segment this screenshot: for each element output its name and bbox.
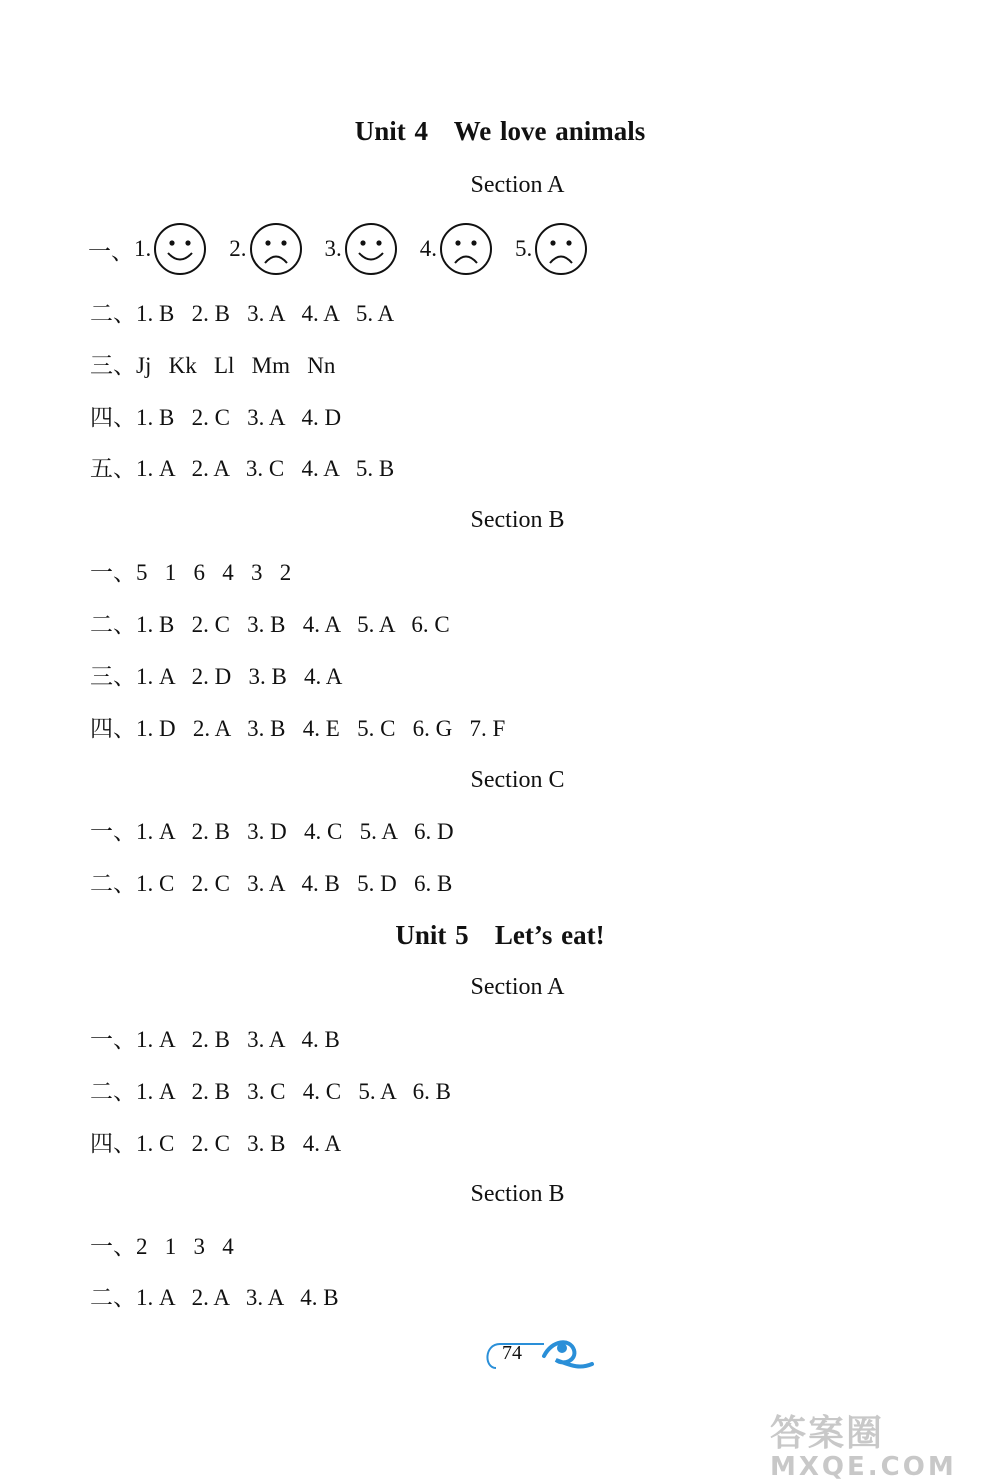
- u4c-line-1: 一、1. A 2. B 3. D 4. C 5. A 6. D: [90, 819, 454, 844]
- smiley-face-icon: [344, 222, 398, 276]
- u4b-line-4: 四、1. D 2. A 3. B 4. E 5. C 6. G 7. F: [90, 716, 506, 741]
- face-answer-label: 2.: [229, 236, 247, 261]
- unit-5-section-a-heading: Section A: [470, 974, 565, 1000]
- u4b-line-1: 一、5 1 6 4 3 2: [90, 560, 292, 585]
- u4c-line-2: 二、1. C 2. C 3. A 4. B 5. D 6. B: [90, 871, 453, 896]
- page-number-badge: [482, 1334, 602, 1374]
- unit-4-section-c-heading: Section C: [470, 767, 565, 793]
- u5a-line-3: 四、1. C 2. C 3. B 4. A: [90, 1131, 342, 1156]
- face-answer-1: [134, 222, 207, 276]
- face-answer-label: 1.: [134, 236, 152, 261]
- sad-face-icon: [439, 222, 493, 276]
- unit-4-title: Unit 4 We love animals: [354, 116, 646, 146]
- faces-container: [134, 222, 610, 276]
- page-number-frame-icon: [482, 1334, 602, 1374]
- u4a-line-3: 三、Jj Kk Ll Mm Nn: [90, 353, 336, 378]
- watermark-en: MXQE.COM: [770, 1452, 957, 1482]
- page-number: 74: [502, 1342, 522, 1364]
- u4a-line-4: 四、1. B 2. C 3. A 4. D: [90, 405, 342, 430]
- face-answer-label: 4.: [419, 236, 437, 261]
- unit-5-section-b-heading: Section B: [470, 1181, 565, 1207]
- sad-face-icon: [249, 222, 303, 276]
- u5a-line-2: 二、1. A 2. B 3. C 4. C 5. A 6. B: [90, 1079, 452, 1104]
- unit-4-section-b-heading: Section B: [470, 507, 565, 533]
- face-answer-2: [229, 222, 302, 276]
- face-answer-label: 3.: [324, 236, 342, 261]
- face-answer-3: [325, 222, 398, 276]
- unit-4-section-a-heading: Section A: [470, 172, 565, 198]
- u5b-line-2: 二、1. A 2. A 3. A 4. B: [90, 1285, 339, 1310]
- watermark-logo: [770, 1405, 957, 1482]
- smiley-face-icon: [153, 222, 207, 276]
- sad-face-icon: [534, 222, 588, 276]
- face-answer-4: [420, 222, 493, 276]
- face-row-prefix: 一、: [88, 238, 134, 264]
- u4b-line-2: 二、1. B 2. C 3. B 4. A 5. A 6. C: [90, 612, 450, 637]
- u4a-line-5: 五、1. A 2. A 3. C 4. A 5. B: [90, 456, 395, 481]
- face-answer-label: 5.: [515, 236, 533, 261]
- u5b-line-1: 一、2 1 3 4: [90, 1234, 234, 1259]
- u4b-line-3: 三、1. A 2. D 3. B 4. A: [90, 664, 343, 689]
- watermark-cn: 答案圈: [770, 1413, 885, 1454]
- face-answer-5: [515, 222, 588, 276]
- face-answers-row: [88, 220, 610, 278]
- u4a-line-2: 二、1. B 2. B 3. A 4. A 5. A: [90, 301, 395, 326]
- unit-5-title: Unit 5 Let’s eat!: [395, 920, 605, 950]
- u5a-line-1: 一、1. A 2. B 3. A 4. B: [90, 1027, 340, 1052]
